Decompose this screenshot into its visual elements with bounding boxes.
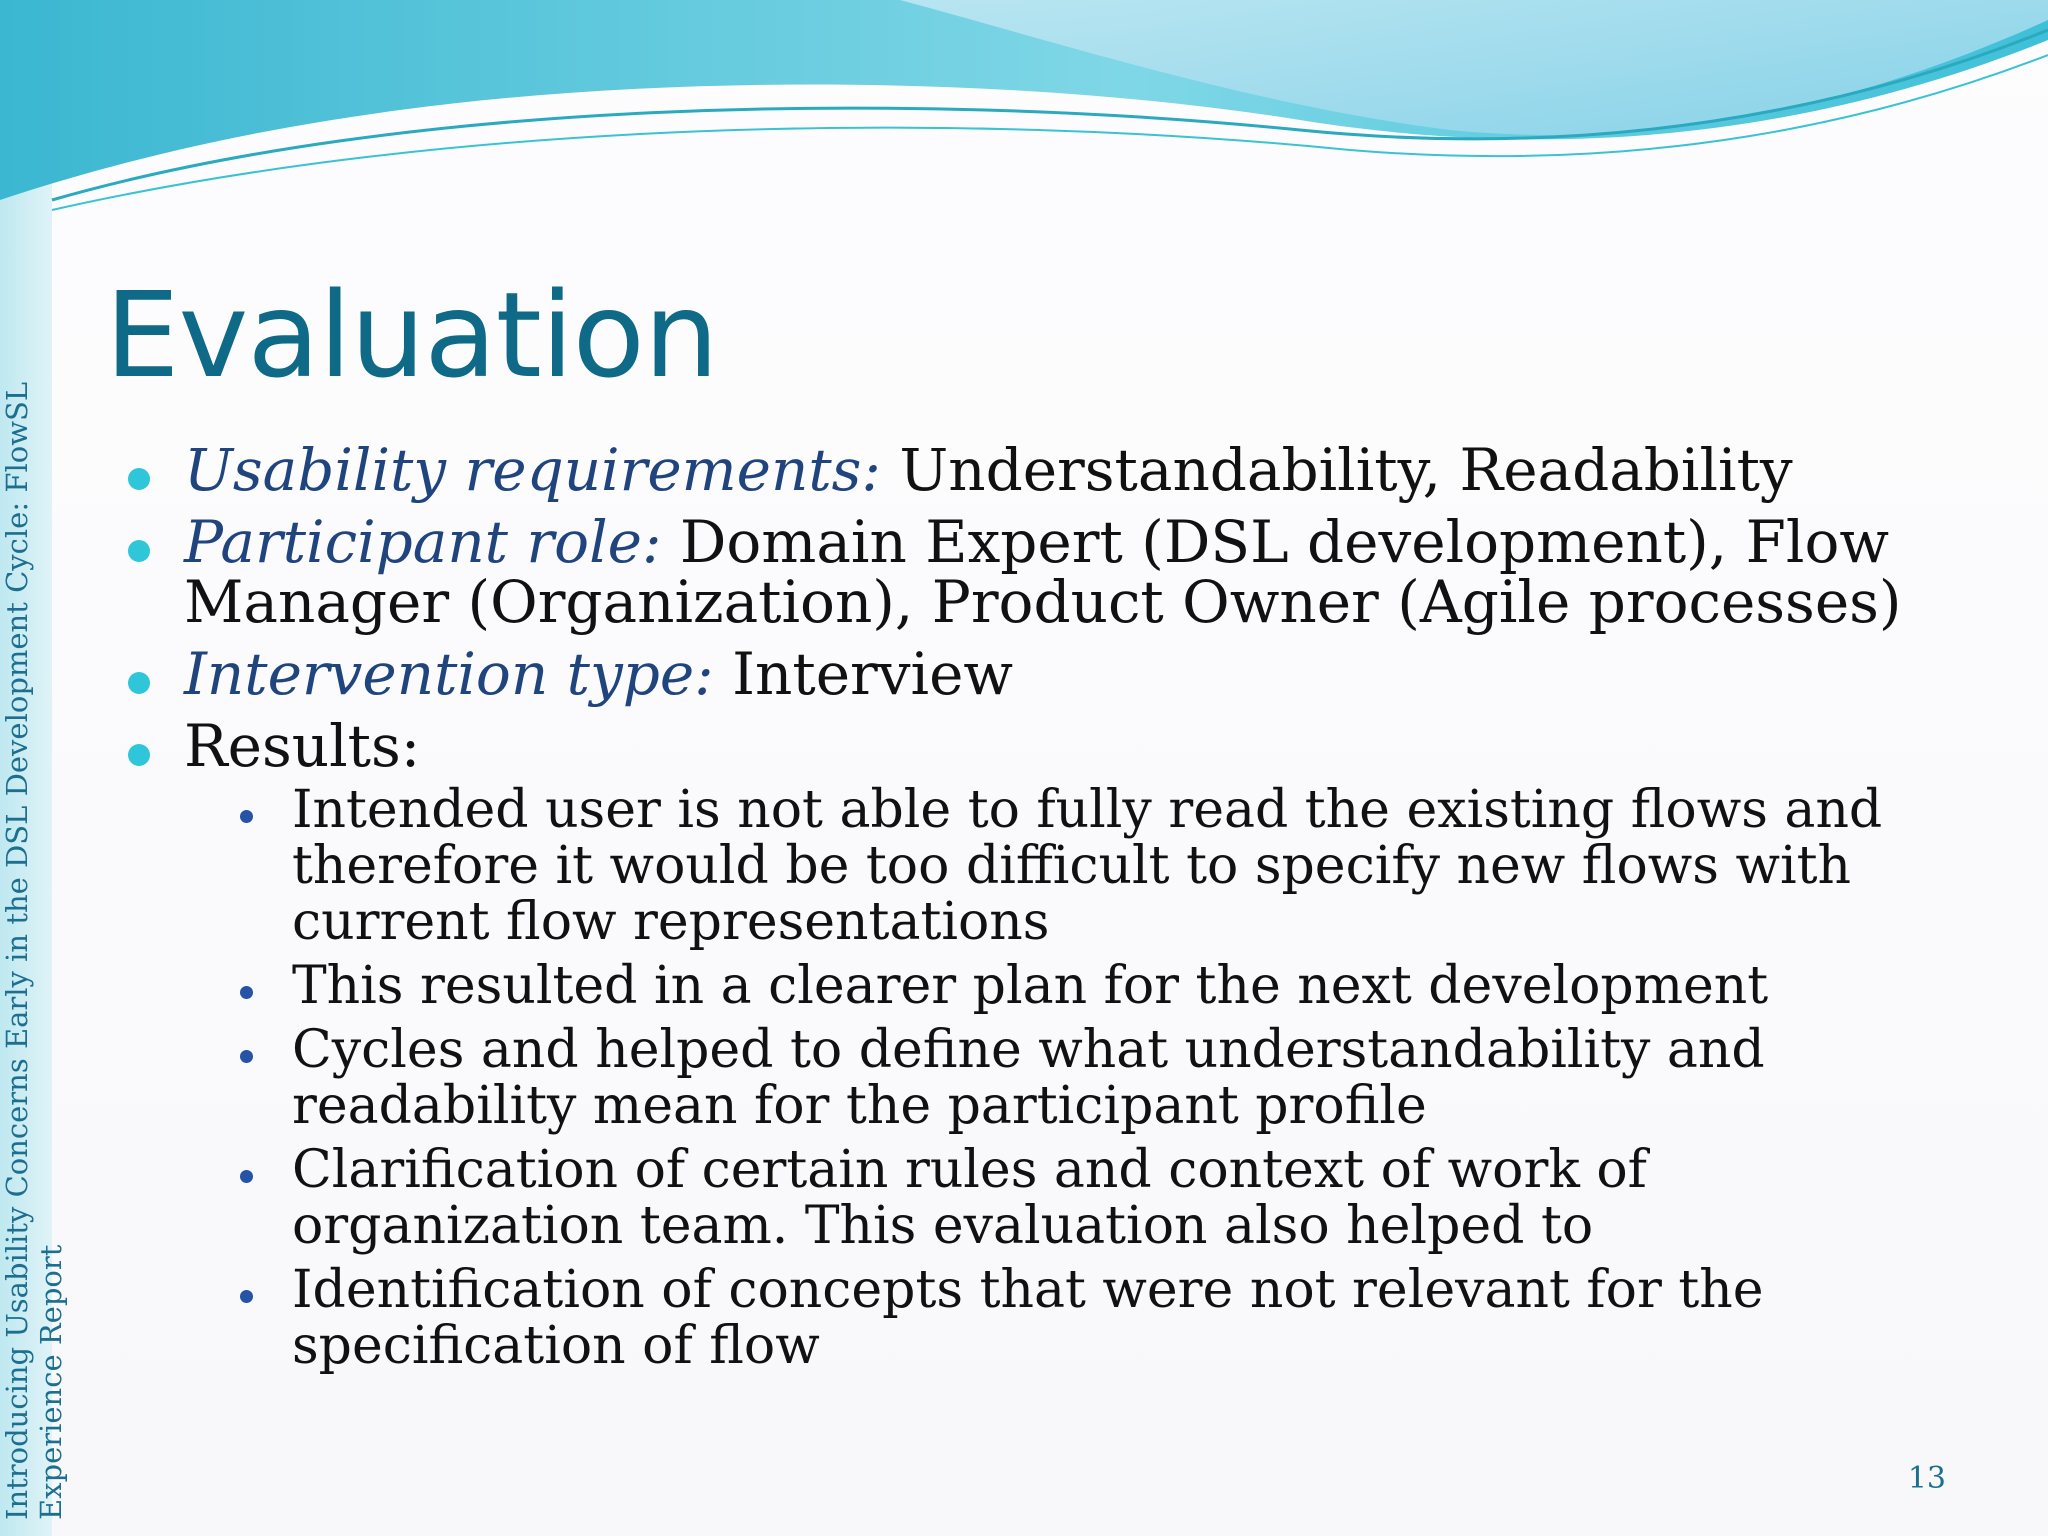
result-text: Intended user is not able to fully read the existing flows and therefore it would be too difficult to specify new flows with current flow representations xyxy=(292,780,1883,952)
sub-bullet-dot-icon xyxy=(240,1290,253,1303)
result-item xyxy=(212,1142,1928,1254)
sub-bullet-dot-icon xyxy=(240,1170,253,1183)
slide-title: Evaluation xyxy=(105,266,718,404)
result-item xyxy=(212,1262,1928,1374)
bullet-results xyxy=(128,712,1928,1376)
sub-bullet-dot-icon xyxy=(240,986,253,999)
bullet-text: Understandability, Readability xyxy=(880,436,1793,504)
bullet-list xyxy=(128,436,1928,1386)
result-item xyxy=(212,782,1928,950)
sub-bullet-dot-icon xyxy=(240,1050,253,1063)
result-text: Identification of concepts that were not relevant for the specification of flow xyxy=(292,1260,1764,1376)
results-sublist xyxy=(184,782,1928,1374)
result-item xyxy=(212,1022,1928,1134)
bullet-dot-icon xyxy=(128,540,150,562)
bullet-label: Intervention type: xyxy=(184,640,714,708)
sub-bullet-dot-icon xyxy=(240,810,253,823)
bullet-intervention-type xyxy=(128,640,1928,708)
bullet-label: Participant role: xyxy=(184,508,662,576)
page-number: 13 xyxy=(1907,1461,1946,1496)
bullet-text: Domain Expert (DSL development), Flow Manager (Organization), Product Owner (Agile processes) xyxy=(184,508,1902,636)
header-wave-decoration xyxy=(0,0,2048,230)
side-caption-line1: Introducing Usability Concerns Early in the DSL Development Cycle: FlowSL xyxy=(0,381,34,1520)
bullet-dot-icon xyxy=(128,672,150,694)
bullet-text: Results: xyxy=(184,712,421,780)
result-item xyxy=(212,958,1928,1014)
side-caption-line2: Experience Report xyxy=(34,1244,68,1520)
bullet-participant-role xyxy=(128,508,1928,636)
result-text: Cycles and helped to define what understandability and readability mean for the participant profile xyxy=(292,1020,1765,1136)
side-caption xyxy=(0,210,70,1520)
bullet-usability-requirements xyxy=(128,436,1928,504)
bullet-label: Usability requirements: xyxy=(184,436,881,504)
bullet-dot-icon xyxy=(128,744,150,766)
bullet-text: Interview xyxy=(713,640,1014,708)
result-text: Clarification of certain rules and context of work of organization team. This evaluation also helped to xyxy=(292,1140,1647,1256)
bullet-dot-icon xyxy=(128,468,150,490)
result-text: This resulted in a clearer plan for the next development xyxy=(292,956,1769,1016)
